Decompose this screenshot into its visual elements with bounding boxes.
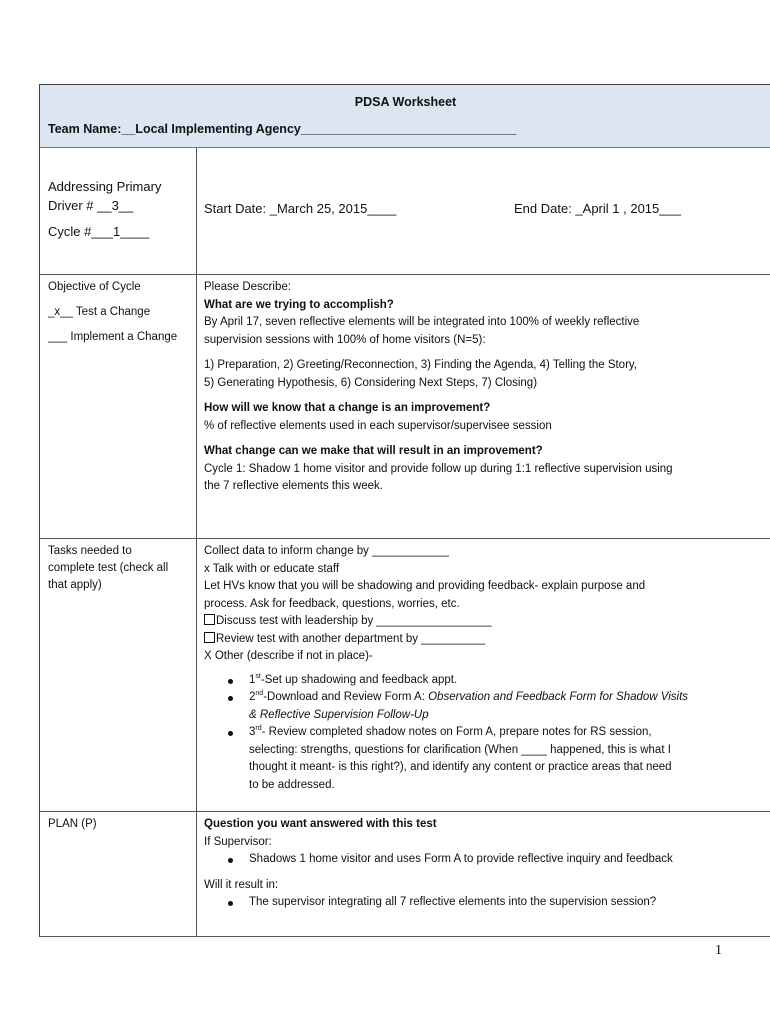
driver-number: Driver # __3__ — [48, 198, 134, 213]
question-accomplish: What are we trying to accomplish? — [204, 298, 394, 311]
task-steps-list — [204, 672, 765, 795]
dates-cell — [197, 148, 770, 274]
answer-change-2: the 7 reflective elements this week. — [204, 480, 383, 492]
plan-list-2 — [204, 894, 765, 912]
end-date: End Date: _April 1 , 2015___ — [514, 201, 681, 216]
checkbox-icon — [204, 614, 215, 625]
task-let-hvs-know-2: process. Ask for feedback, questions, worries, etc. — [204, 597, 460, 610]
objective-row — [40, 275, 770, 539]
question-improvement: How will we know that a change is an improvement? — [204, 402, 491, 414]
worksheet-title: PDSA Worksheet — [354, 95, 457, 109]
tasks-label-3: that apply) — [48, 579, 102, 591]
answer-improvement: % of reflective elements used in each supervisor/supervisee session — [204, 419, 552, 432]
list-item: The supervisor integrating all 7 reflective elements into the supervision session? — [249, 894, 765, 912]
task-let-hvs-know-1: Let HVs know that you will be shadowing and providing feedback- explain purpose and — [204, 580, 646, 592]
describe-label: Please Describe: — [204, 281, 291, 293]
tasks-label-2: complete test (check all — [48, 562, 169, 574]
task-collect-data: Collect data to inform change by ____________ — [204, 545, 449, 557]
task-discuss-text: Discuss test with leadership by __________________ — [216, 615, 492, 627]
tasks-row — [40, 539, 770, 812]
task-review — [204, 631, 765, 649]
objective-description — [197, 275, 770, 538]
question-change: What change can we make that will result in an improvement? — [204, 445, 543, 457]
answer-accomplish-1: By April 17, seven reflective elements will be integrated into 100% of weekly reflective — [204, 316, 640, 328]
tasks-cell — [40, 539, 197, 811]
worksheet-header — [40, 85, 770, 148]
plan-label: PLAN (P) — [48, 818, 97, 830]
driver-dates-row — [40, 148, 770, 275]
start-date: Start Date: _March 25, 2015____ — [204, 201, 397, 216]
team-name: Team Name:__Local Implementing Agency_______________________________ — [48, 122, 517, 136]
test-change-option: _x__ Test a Change — [48, 306, 151, 318]
cycle-number: Cycle #___1____ — [48, 224, 150, 239]
checkbox-icon — [204, 632, 215, 643]
objective-cell — [40, 275, 197, 538]
if-supervisor: If Supervisor: — [204, 835, 272, 848]
list-item: 2nd-Download and Review Form A: Observation and Feedback Form for Shadow Visits & Reflective Supervision Follow-Up — [249, 689, 765, 724]
answer-accomplish-2: supervision sessions with 100% of home visitors (N=5): — [204, 333, 486, 346]
plan-question: Question you want answered with this test — [204, 818, 437, 830]
plan-description — [197, 812, 770, 936]
driver-label: Addressing Primary — [48, 179, 162, 194]
will-result: Will it result in: — [204, 878, 279, 891]
driver-cell — [40, 148, 197, 274]
task-review-text: Review test with another department by __________ — [216, 632, 486, 645]
plan-cell — [40, 812, 197, 936]
pdsa-worksheet-table — [39, 84, 770, 937]
elements-list-1: 1) Preparation, 2) Greeting/Reconnection, 3) Finding the Agenda, 4) Telling the Story, — [204, 359, 637, 371]
objective-title: Objective of Cycle — [48, 281, 141, 293]
answer-change-1: Cycle 1: Shadow 1 home visitor and provide follow up during 1:1 reflective supervision using — [204, 462, 673, 475]
list-item: 1st-Set up shadowing and feedback appt. — [249, 672, 765, 690]
list-item: 3rd- Review completed shadow notes on Form A, prepare notes for RS session, selecting: strengths, questions for clarification (When ____ happened, this is what I thought it meant- is this right?), and identify any content or practice areas that need to be addressed. — [249, 724, 765, 794]
task-talk-staff: x Talk with or educate staff — [204, 562, 340, 575]
page-number: 1 — [715, 943, 722, 958]
tasks-label-1: Tasks needed to — [48, 545, 132, 557]
plan-list-1 — [204, 851, 765, 869]
task-other: X Other (describe if not in place)- — [204, 650, 373, 662]
list-item: Shadows 1 home visitor and uses Form A to provide reflective inquiry and feedback — [249, 851, 765, 869]
implement-change-option: ___ Implement a Change — [48, 331, 178, 343]
elements-list-2: 5) Generating Hypothesis, 6) Considering Next Steps, 7) Closing) — [204, 376, 538, 389]
task-discuss — [204, 613, 765, 631]
plan-row — [40, 812, 770, 937]
tasks-description — [197, 539, 770, 811]
